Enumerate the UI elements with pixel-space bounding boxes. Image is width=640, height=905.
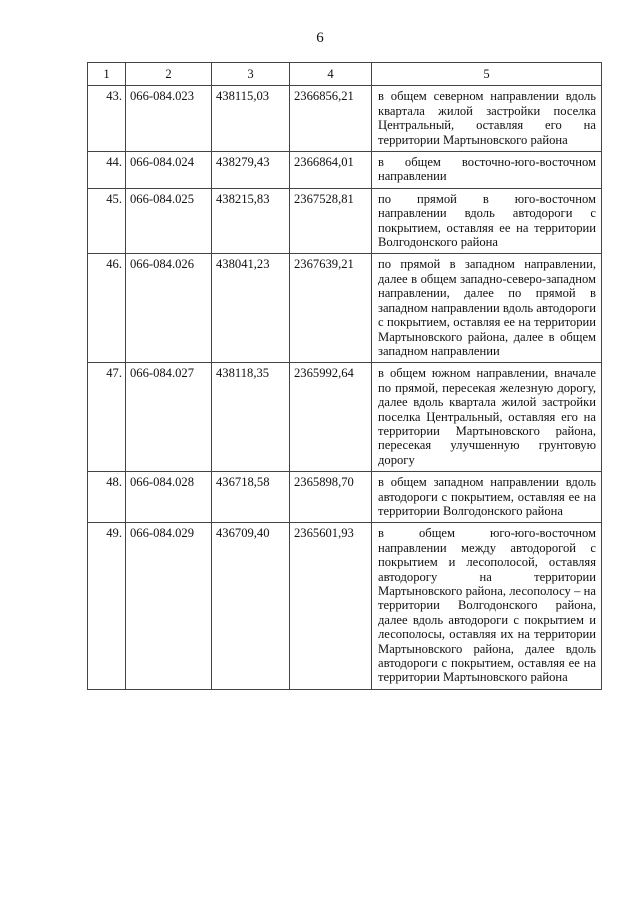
page-number: 6 — [316, 30, 324, 46]
row-number: 45. — [88, 188, 126, 254]
point-code: 066-084.029 — [126, 523, 212, 689]
y-coordinate: 2365898,70 — [290, 472, 372, 523]
table-row — [88, 363, 602, 472]
x-coordinate: 438041,23 — [212, 254, 290, 363]
boundary-description: в общем восточно-юго-восточном направлении — [372, 152, 602, 189]
boundary-description: в общем западном направлении вдоль автодороги с покрытием, оставляя ее на территории Волгодонского района — [372, 472, 602, 523]
table-header-row — [88, 63, 602, 86]
column-header-5: 5 — [372, 63, 602, 86]
point-code: 066-084.027 — [126, 363, 212, 472]
boundary-description: по прямой в западном направлении, далее в общем западно-северо-западном направлении, далее по прямой в западном направлении вдоль автодороги с покрытием, оставляя ее на территории Мартыновского района, далее в общем западном направлении — [372, 254, 602, 363]
y-coordinate: 2366856,21 — [290, 86, 372, 152]
table-row — [88, 254, 602, 363]
row-number: 43. — [88, 86, 126, 152]
boundary-description: в общем северном направлении вдоль квартала жилой застройки поселка Центральный, оставляя его на территории Мартыновского района — [372, 86, 602, 152]
table-row — [88, 86, 602, 152]
row-number: 46. — [88, 254, 126, 363]
y-coordinate: 2367639,21 — [290, 254, 372, 363]
y-coordinate: 2365601,93 — [290, 523, 372, 689]
point-code: 066-084.028 — [126, 472, 212, 523]
boundary-table — [87, 62, 602, 690]
boundary-description: по прямой в юго-восточном направлении вдоль автодороги с покрытием, оставляя ее на территории Волгодонского района — [372, 188, 602, 254]
column-header-3: 3 — [212, 63, 290, 86]
x-coordinate: 436718,58 — [212, 472, 290, 523]
row-number: 47. — [88, 363, 126, 472]
row-number: 44. — [88, 152, 126, 189]
table-row — [88, 472, 602, 523]
y-coordinate: 2365992,64 — [290, 363, 372, 472]
x-coordinate: 438118,35 — [212, 363, 290, 472]
x-coordinate: 438279,43 — [212, 152, 290, 189]
x-coordinate: 438215,83 — [212, 188, 290, 254]
table-row — [88, 152, 602, 189]
column-header-2: 2 — [126, 63, 212, 86]
column-header-4: 4 — [290, 63, 372, 86]
point-code: 066-084.023 — [126, 86, 212, 152]
table-row — [88, 523, 602, 689]
point-code: 066-084.026 — [126, 254, 212, 363]
point-code: 066-084.025 — [126, 188, 212, 254]
boundary-description: в общем южном направлении, вначале по прямой, пересекая железную дорогу, далее вдоль квартала жилой застройки поселка Центральный, оставляя его на территории Мартыновского района, пересекая улучшенную грунтовую дорогу — [372, 363, 602, 472]
y-coordinate: 2366864,01 — [290, 152, 372, 189]
y-coordinate: 2367528,81 — [290, 188, 372, 254]
point-code: 066-084.024 — [126, 152, 212, 189]
column-header-1: 1 — [88, 63, 126, 86]
row-number: 49. — [88, 523, 126, 689]
x-coordinate: 438115,03 — [212, 86, 290, 152]
x-coordinate: 436709,40 — [212, 523, 290, 689]
row-number: 48. — [88, 472, 126, 523]
boundary-description: в общем юго-юго-восточном направлении между автодорогой с покрытием и лесополосой, оставляя автодорогу на территории Мартыновского района, лесополосу – на территории Волгодонского района, далее вдоль автодороги с покрытием и лесополосы, оставляя их на территории Мартыновского района, далее вдоль автодороги с покрытием, оставляя ее на территории Мартыновского района — [372, 523, 602, 689]
table-row — [88, 188, 602, 254]
